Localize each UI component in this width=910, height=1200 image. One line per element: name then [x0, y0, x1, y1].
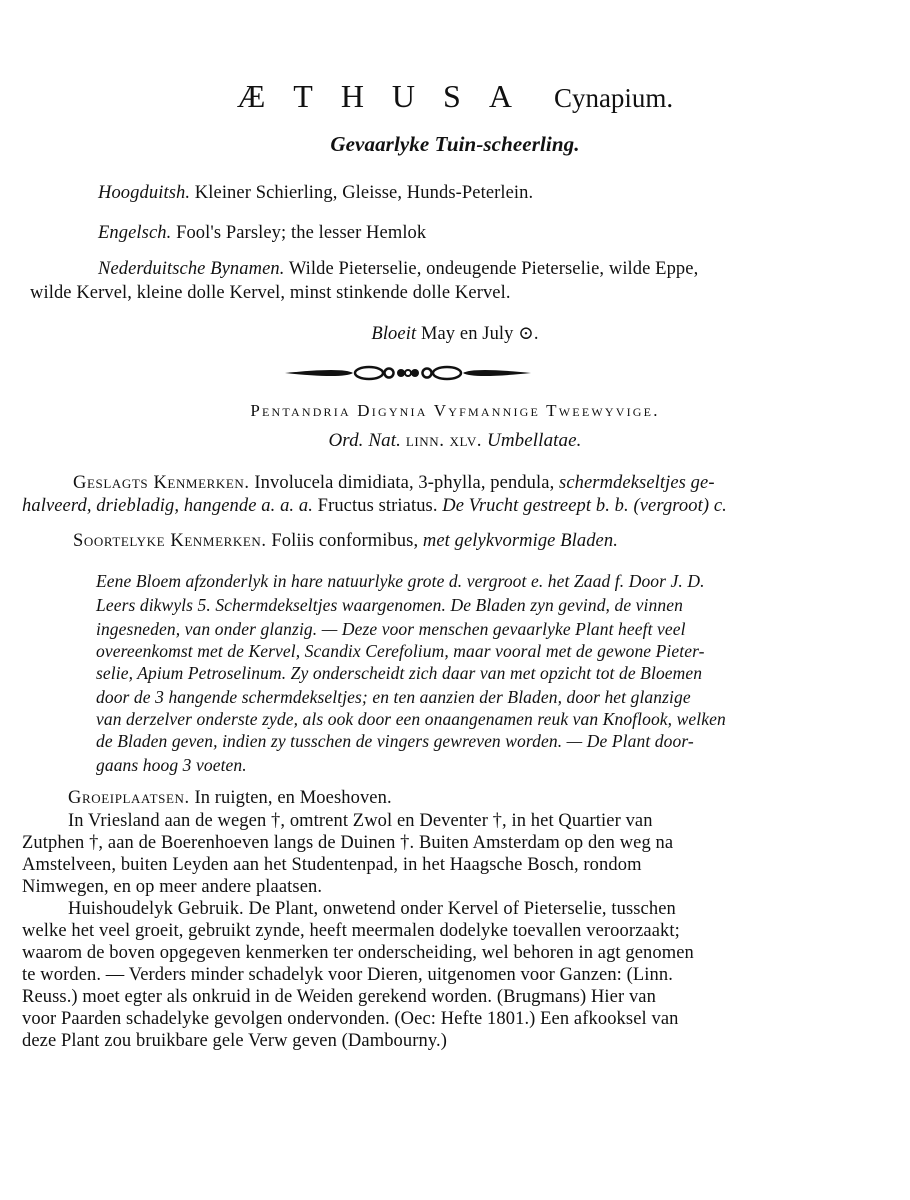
paragraph-line: te worden. — Verders minder schadelyk voor Dieren, uitgenomen voor Ganzen: (Linn. — [22, 965, 673, 985]
habitat-label: Groeiplaatsen. — [68, 788, 190, 808]
flowering-label: Bloeit — [371, 324, 417, 344]
dutch-common-name: Gevaarlyke Tuin-scheerling. — [330, 132, 580, 156]
genus-characters-line-2 — [22, 495, 727, 517]
genus-characters-dutch-2: halveerd, driebladig, hangende a. a. a. — [22, 496, 313, 516]
description-line: selie, Apium Petroselinum. Zy onderscheidt zich daar van met opzicht tot de Bloemen — [96, 663, 703, 683]
genus-characters-dutch: schermdekseltjes ge- — [559, 473, 715, 493]
paragraph-line: Nimwegen, en op meer andere plaatsen. — [22, 877, 323, 897]
species-characters-dutch: met gelykvormige Bladen. — [422, 531, 618, 551]
habitat-line — [68, 787, 392, 809]
paragraph-line: waarom de boven opgegeven kenmerken ter onderscheiding, wel behoren in agt genomen — [22, 943, 694, 963]
flowering-text: May en July ⊙. — [416, 324, 539, 344]
species-characters-line — [73, 530, 618, 552]
paragraph-line: deze Plant zou bruikbare gele Verw geven (Dambourny.) — [22, 1031, 447, 1051]
description-line: ingesneden, van onder glanzig. — Deze voor menschen gevaarlyke Plant heeft veel — [96, 619, 686, 639]
genus-characters-line-1 — [73, 472, 715, 494]
linnaean-classification: Pentandria Digynia Vyfmannige Tweewyvige. — [250, 401, 660, 420]
description-line: door de 3 hangende schermdekseltjes; en ten aanzien der Bladen, door het glanzige — [96, 687, 691, 707]
flowering-line — [0, 323, 910, 345]
paragraph-line: voor Paarden schadelyke gevolgen ondervonden. (Oec: Hefte 1801.) Een afkooksel van — [22, 1009, 679, 1029]
ornament-divider — [283, 364, 533, 382]
description-line: Leers dikwyls 5. Schermdekseltjes waargenomen. De Bladen zyn gevind, de vinnen — [96, 595, 683, 615]
genus-name: ÆTHUSA — [236, 78, 540, 114]
species-characters-latin: Foliis conformibus, — [266, 531, 423, 551]
ord-nat-author: linn. — [405, 430, 445, 451]
paragraph-line: Amstelveen, buiten Leyden aan het Studentenpad, in het Haagsche Bosch, rondom — [22, 855, 642, 875]
genus-characters-fruit-dutch: De Vrucht gestreept b. b. (vergroot) c. — [442, 496, 727, 516]
ord-nat-number: xlv. — [449, 430, 483, 451]
paragraph-line: welke het veel groeit, gebruikt zynde, heeft meermalen dodelyke toevallen veroorzaakt; — [22, 921, 680, 941]
habitat-text: In ruigten, en Moeshoven. — [189, 788, 392, 808]
english-names-line — [98, 222, 426, 244]
description-line: overeenkomst met de Kervel, Scandix Cerefolium, maar vooral met de gewone Pieter- — [96, 641, 705, 661]
description-line: Eene Bloem afzonderlyk in hare natuurlyke grote d. vergroot e. het Zaad f. Door J. D. — [96, 571, 705, 591]
dutch-synonyms-text: Wilde Pieterselie, ondeugende Pieterselie, wilde Eppe, — [284, 259, 699, 279]
english-label: Engelsch. — [98, 223, 172, 243]
ord-nat-family: Umbellatae. — [487, 430, 582, 451]
paragraph-line: In Vriesland aan de wegen †, omtrent Zwol en Deventer †, in het Quartier van — [68, 811, 653, 831]
paragraph-line: Huishoudelyk Gebruik. De Plant, onwetend onder Kervel of Pieterselie, tusschen — [68, 899, 676, 919]
paragraph-line: Zutphen †, aan de Boerenhoeven langs de Duinen †. Buiten Amsterdam op den weg na — [22, 833, 674, 853]
dutch-synonyms-label: Nederduitsche Bynamen. — [98, 259, 285, 279]
ord-nat-label: Ord. Nat. — [328, 430, 401, 451]
german-names: Kleiner Schierling, Gleisse, Hunds-Peterlein. — [190, 183, 534, 203]
description-line: de Bladen geven, indien zy tusschen de vingers gewreven worden. — De Plant door- — [96, 731, 694, 751]
dutch-synonyms-line-2: wilde Kervel, kleine dolle Kervel, minst stinkende dolle Kervel. — [30, 283, 511, 303]
description-line: gaans hoog 3 voeten. — [96, 755, 247, 775]
dutch-synonyms-line — [98, 258, 698, 280]
genus-characters-label: Geslagts Kenmerken. — [73, 473, 250, 493]
english-names: Fool's Parsley; the lesser Hemlok — [171, 223, 427, 243]
species-characters-label: Soortelyke Kenmerken. — [73, 531, 267, 551]
description-line: van derzelver onderste zyde, als ook door een onaangenamen reuk van Knoflook, welken — [96, 709, 726, 729]
page-title — [0, 76, 910, 118]
genus-characters-fruit: Fructus striatus. — [312, 496, 443, 516]
paragraph-line: Reuss.) moet egter als onkruid in de Weiden gerekend worden. (Brugmans) Hier van — [22, 987, 656, 1007]
german-names-line — [98, 182, 533, 204]
species-name: Cynapium. — [553, 83, 674, 113]
genus-characters-latin: Involucela dimidiata, 3-phylla, pendula, — [249, 473, 560, 493]
german-label: Hoogduitsh. — [98, 183, 191, 203]
natural-order-line — [0, 430, 910, 452]
